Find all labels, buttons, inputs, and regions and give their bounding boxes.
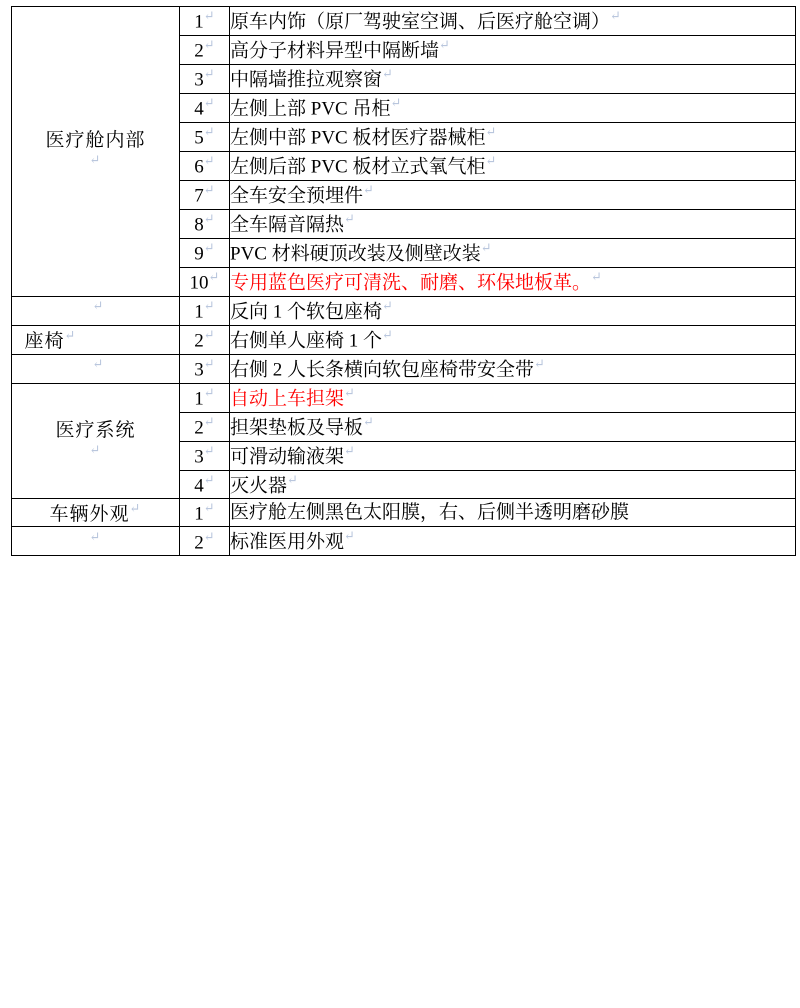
row-item-text-highlighted: 专用蓝色医疗可清洗、耐磨、环保地板革。↵ bbox=[230, 267, 796, 296]
row-item-text: 中隔墙推拉观察窗↵ bbox=[230, 64, 796, 93]
row-item-text: 左侧后部 PVC 板材立式氧气柜↵ bbox=[230, 151, 796, 180]
paragraph-mark-icon: ↵ bbox=[89, 441, 102, 457]
paragraph-mark-icon: ↵ bbox=[485, 152, 497, 168]
group-cell-vehicle-exterior bbox=[12, 499, 180, 527]
paragraph-mark-icon: ↵ bbox=[344, 210, 355, 226]
paragraph-mark-icon: ↵ bbox=[534, 355, 545, 371]
row-number: 9↵ bbox=[180, 238, 230, 267]
row-item-text: 全车隔音隔热↵ bbox=[230, 209, 796, 238]
table-row bbox=[12, 499, 796, 527]
row-number: 7↵ bbox=[180, 180, 230, 209]
paragraph-mark-icon: ↵ bbox=[92, 355, 105, 371]
table-row bbox=[12, 7, 796, 36]
paragraph-mark-icon: ↵ bbox=[203, 413, 215, 429]
paragraph-mark-icon: ↵ bbox=[208, 269, 220, 285]
group-label: 座椅 bbox=[24, 331, 65, 353]
row-item-text: 担架垫板及导板↵ bbox=[230, 412, 796, 441]
paragraph-mark-icon: ↵ bbox=[203, 326, 215, 342]
row-item-text: 原车内饰（原厂驾驶室空调、后医疗舱空调）↵ bbox=[230, 7, 796, 36]
row-item-text: 灭火器↵ bbox=[230, 470, 796, 499]
document-page bbox=[0, 6, 800, 1008]
group-cell-seats bbox=[12, 325, 180, 354]
paragraph-mark-icon: ↵ bbox=[287, 471, 298, 487]
paragraph-mark-icon: ↵ bbox=[344, 384, 355, 400]
row-number: 1↵ bbox=[180, 383, 230, 412]
row-item-text: 右侧单人座椅 1 个↵ bbox=[230, 325, 796, 354]
paragraph-mark-icon: ↵ bbox=[382, 297, 393, 313]
paragraph-mark-icon: ↵ bbox=[89, 528, 102, 544]
table-row bbox=[12, 527, 796, 556]
paragraph-mark-icon: ↵ bbox=[203, 528, 215, 544]
paragraph-mark-icon: ↵ bbox=[485, 123, 497, 139]
row-number: 1↵ bbox=[180, 499, 230, 527]
paragraph-mark-icon: ↵ bbox=[203, 95, 215, 111]
paragraph-mark-icon: ↵ bbox=[344, 442, 355, 458]
row-number: 1↵ bbox=[180, 296, 230, 325]
paragraph-mark-icon: ↵ bbox=[390, 94, 402, 110]
row-number: 8↵ bbox=[180, 209, 230, 238]
row-number: 10↵ bbox=[180, 267, 230, 296]
paragraph-mark-icon: ↵ bbox=[439, 36, 450, 52]
row-number: 2↵ bbox=[180, 35, 230, 64]
paragraph-mark-icon: ↵ bbox=[382, 65, 393, 81]
row-number: 2↵ bbox=[180, 412, 230, 441]
row-number: 2↵ bbox=[180, 527, 230, 556]
paragraph-mark-icon: ↵ bbox=[203, 211, 215, 227]
paragraph-mark-icon: ↵ bbox=[344, 528, 355, 544]
row-item-text: 高分子材料异型中隔断墙↵ bbox=[230, 35, 796, 64]
paragraph-mark-icon: ↵ bbox=[203, 240, 215, 256]
row-number: 3↵ bbox=[180, 354, 230, 383]
group-label: 医疗系统 bbox=[55, 419, 136, 441]
table-row bbox=[12, 325, 796, 354]
paragraph-mark-icon: ↵ bbox=[203, 124, 215, 140]
group-label: 车辆外观 bbox=[49, 504, 130, 526]
group-cell-seats-bottom bbox=[12, 354, 180, 383]
group-cell-vehicle-exterior-bottom bbox=[12, 527, 180, 556]
table-row bbox=[12, 383, 796, 412]
row-item-text: 可滑动输液架↵ bbox=[230, 441, 796, 470]
row-number: 3↵ bbox=[180, 64, 230, 93]
paragraph-mark-icon: ↵ bbox=[203, 153, 215, 169]
row-number: 4↵ bbox=[180, 93, 230, 122]
paragraph-mark-icon: ↵ bbox=[203, 182, 215, 198]
paragraph-mark-icon: ↵ bbox=[480, 239, 492, 255]
paragraph-mark-icon: ↵ bbox=[64, 327, 77, 343]
paragraph-mark-icon: ↵ bbox=[363, 181, 374, 197]
paragraph-mark-icon: ↵ bbox=[203, 298, 215, 313]
table-row bbox=[12, 354, 796, 383]
row-item-text: 医疗舱左侧黑色太阳膜，右、后侧半透明磨砂膜 bbox=[230, 499, 796, 527]
row-item-text-highlighted: 自动上车担架↵ bbox=[230, 383, 796, 412]
row-item-text: 反向 1 个软包座椅↵ bbox=[230, 296, 796, 325]
paragraph-mark-icon: ↵ bbox=[591, 268, 602, 284]
row-item-text: 全车安全预埋件↵ bbox=[230, 180, 796, 209]
paragraph-mark-icon: ↵ bbox=[203, 37, 215, 53]
row-number: 4↵ bbox=[180, 470, 230, 499]
paragraph-mark-icon: ↵ bbox=[203, 66, 215, 82]
paragraph-mark-icon: ↵ bbox=[382, 326, 393, 342]
paragraph-mark-icon: ↵ bbox=[203, 355, 215, 371]
row-number: 6↵ bbox=[180, 151, 230, 180]
paragraph-mark-icon: ↵ bbox=[610, 8, 621, 23]
group-cell-medical-system bbox=[12, 383, 180, 499]
paragraph-mark-icon: ↵ bbox=[129, 501, 142, 517]
group-cell-medical-cabin-interior bbox=[12, 7, 180, 297]
row-number: 5↵ bbox=[180, 122, 230, 151]
row-number: 2↵ bbox=[180, 325, 230, 354]
row-item-text: 标准医用外观↵ bbox=[230, 527, 796, 556]
row-number: 1↵ bbox=[180, 7, 230, 36]
paragraph-mark-icon: ↵ bbox=[363, 413, 374, 429]
vehicle-configuration-table bbox=[11, 6, 796, 556]
table-row bbox=[12, 296, 796, 325]
table-body bbox=[12, 7, 796, 556]
row-item-text: 左侧上部 PVC 吊柜↵ bbox=[230, 93, 796, 122]
row-item-text: 右侧 2 人长条横向软包座椅带安全带↵ bbox=[230, 354, 796, 383]
paragraph-mark-icon: ↵ bbox=[203, 8, 215, 24]
paragraph-mark-icon: ↵ bbox=[92, 298, 105, 313]
paragraph-mark-icon: ↵ bbox=[203, 442, 215, 458]
group-label: 医疗舱内部 bbox=[45, 130, 146, 152]
paragraph-mark-icon: ↵ bbox=[203, 500, 215, 516]
row-item-text: PVC 材料硬顶改装及侧壁改装↵ bbox=[230, 238, 796, 267]
group-cell-seats-top bbox=[12, 296, 180, 325]
row-number: 3↵ bbox=[180, 441, 230, 470]
paragraph-mark-icon: ↵ bbox=[203, 384, 215, 400]
row-item-text: 左侧中部 PVC 板材医疗器械柜↵ bbox=[230, 122, 796, 151]
paragraph-mark-icon: ↵ bbox=[89, 152, 102, 168]
paragraph-mark-icon: ↵ bbox=[203, 471, 215, 487]
